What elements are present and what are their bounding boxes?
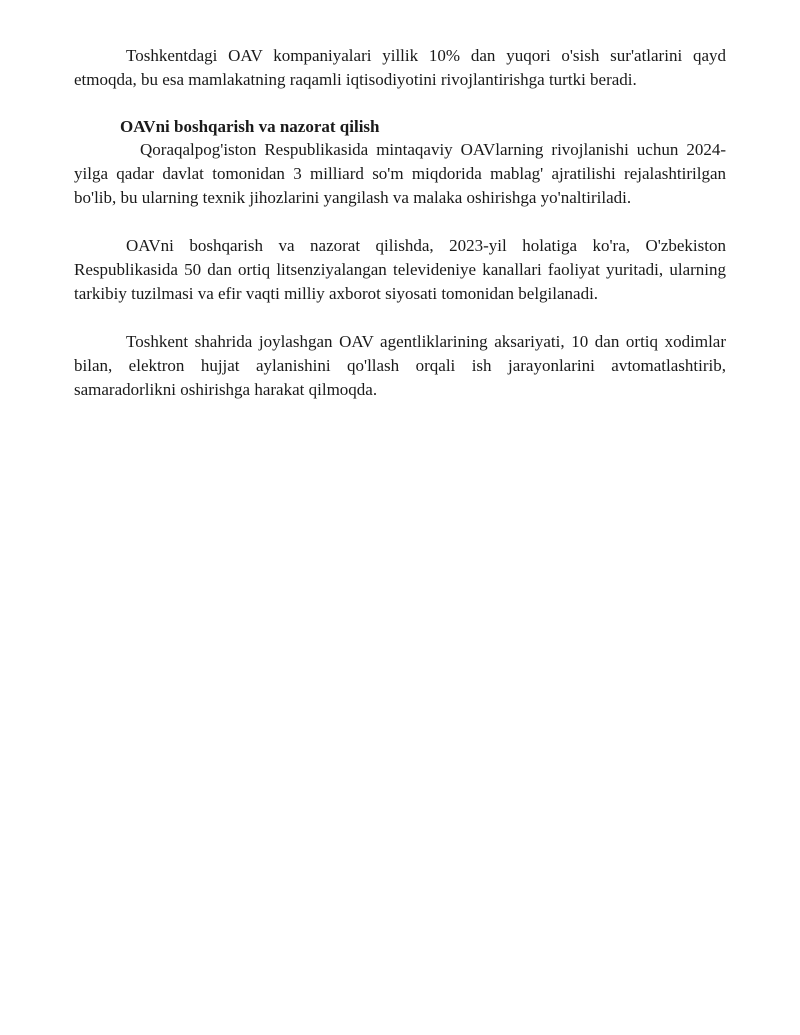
paragraph-tashkent-agencies: Toshkent shahrida joylashgan OAV agentliklarining aksariyati, 10 dan ortiq xodimlar bilan, elektron hujjat aylanishini qo'llash orqali ish jarayonlarini avtomatlashtirib, samaradorlikni oshirishga harakat qilmoqda. [74,332,726,399]
section-heading: OAVni boshqarish va nazorat qilish [120,117,380,136]
paragraph-karakalpakstan-funding: Qoraqalpog'iston Respublikasida mintaqaviy OAVlarning rivojlanishi uchun 2024-yilga qadar davlat tomonidan 3 milliard so'm miqdorida mablag' ajratilishi rejalashtirilgan bo'lib, bu ularning texnik jihozlarini yangilash va malaka oshirishga yo'naltiriladi. [74,140,726,207]
paragraph-growth: Toshkentdagi OAV kompaniyalari yillik 10% dan yuqori o'sish sur'atlarini qayd etmoqda, bu esa mamlakatning raqamli iqtisodiyotini rivojlantirishga turtki beradi. [74,46,726,89]
document-body [74,44,726,402]
paragraph-tv-channels: OAVni boshqarish va nazorat qilishda, 2023-yil holatiga ko'ra, O'zbekiston Respublikasida 50 dan ortiq litsenziyalangan televideniye kanallari faoliyat yuritadi, ularning tarkibiy tuzilmasi va efir vaqti milliy axborot siyosati tomonidan belgilanadi. [74,236,726,303]
